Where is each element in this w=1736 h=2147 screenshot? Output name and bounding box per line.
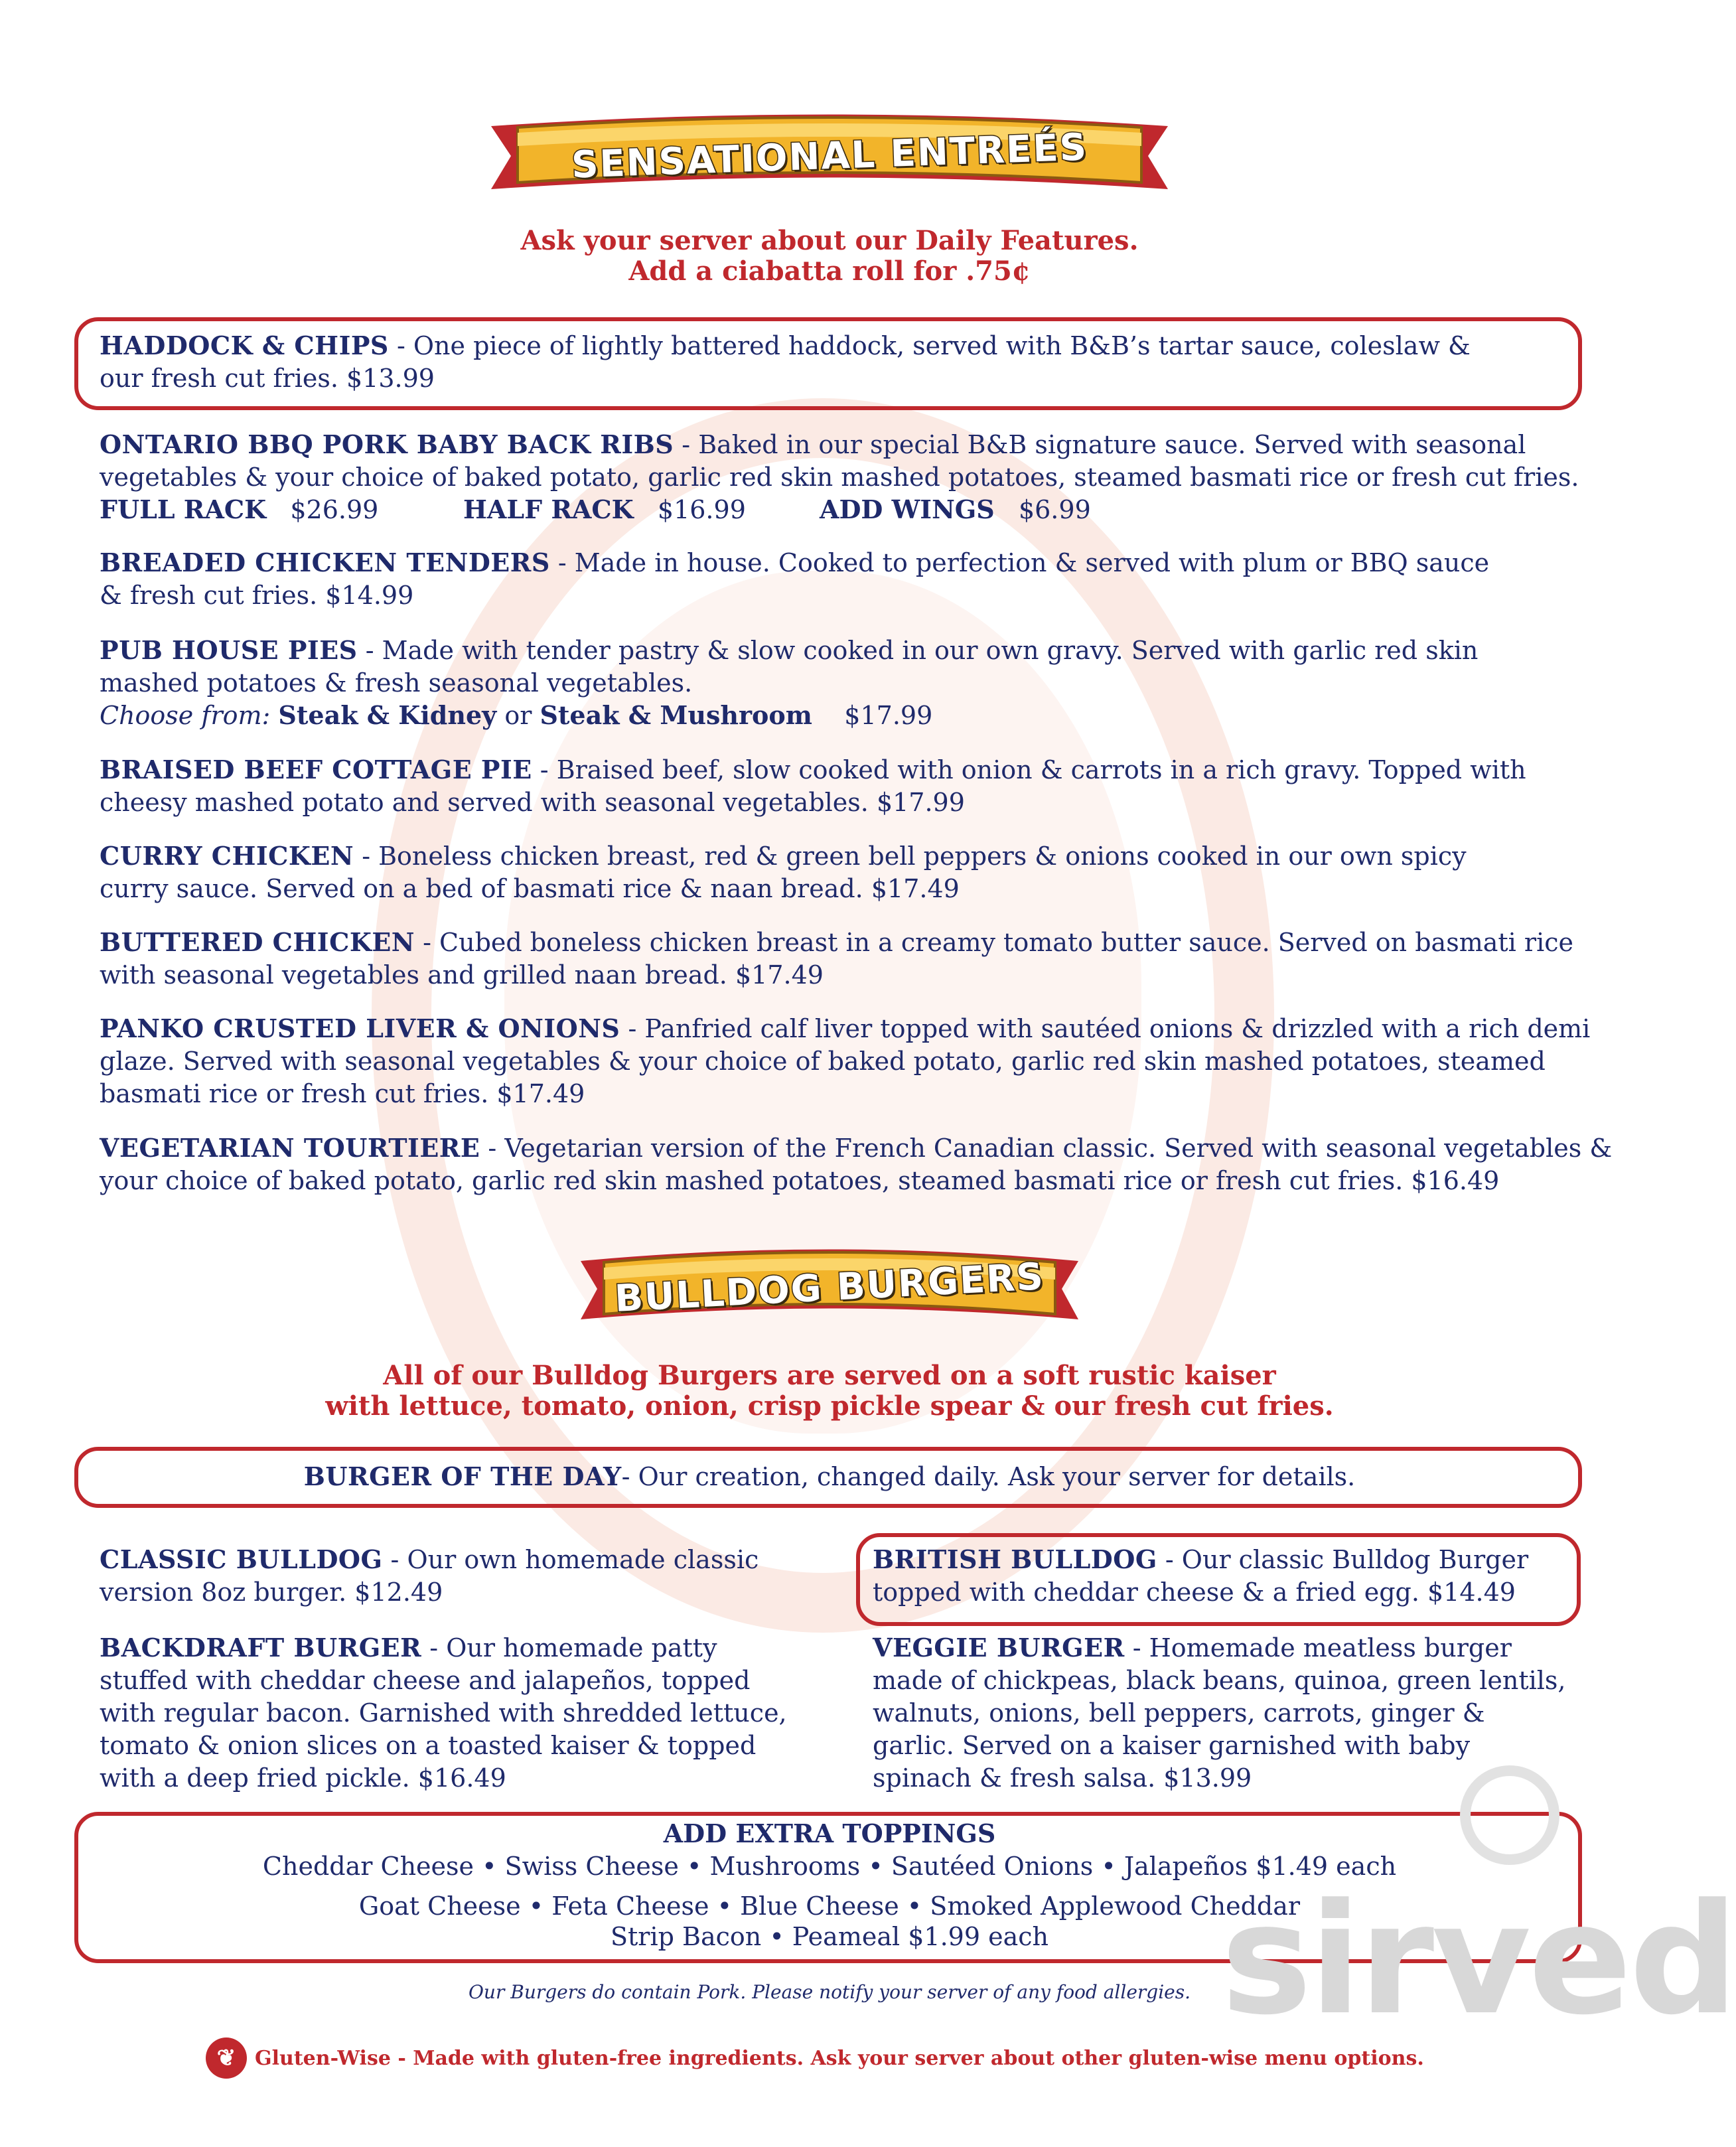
burger-of-the-day: BURGER OF THE DAY- Our creation, changed daily. Ask your server for details. xyxy=(303,1461,1356,1491)
entree-haddock: HADDOCK & CHIPS - One piece of lightly battered haddock, served with B&B’s tartar sauce, coleslaw & our fresh cut fries. $13.99 xyxy=(100,331,1471,393)
entrees-banner-title: SENSATIONAL ENTREÉS xyxy=(571,125,1088,187)
ciabatta-note: Add a ciabatta roll for .75¢ xyxy=(628,256,1031,287)
full-rack-label: FULL RACK xyxy=(100,494,267,524)
gluten-wise-text: Gluten-Wise - Made with gluten-free ingredients. Ask your server about other gluten-wise menu options. xyxy=(255,2046,1424,2070)
burger-british-bulldog: BRITISH BULLDOG - Our classic Bulldog Burger topped with cheddar cheese & a fried egg. $14.49 xyxy=(873,1544,1529,1607)
daily-features-note: Ask your server about our Daily Features. xyxy=(520,225,1139,256)
add-wings-price: $6.99 xyxy=(1018,495,1091,524)
sirved-logo-icon xyxy=(1460,1765,1559,1865)
entree-liver-onions: PANKO CRUSTED LIVER & ONIONS - Panfried calf liver topped with sautéed onions & drizzled with a rich demi glaze. Served with seasonal vegetables & your choice of baked potato, garlic red skin mashed potatoes, steamed basmati rice or fresh cut fries. $17.49 xyxy=(100,1013,1591,1108)
burgers-served-note-1: All of our Bulldog Burgers are served on a soft rustic kaiser xyxy=(383,1360,1276,1391)
entree-buttered-chicken: BUTTERED CHICKEN - Cubed boneless chicken breast in a creamy tomato butter sauce. Served on basmati rice with seasonal vegetables and grilled naan bread. $17.49 xyxy=(100,927,1573,990)
burger-backdraft: BACKDRAFT BURGER - Our homemade patty stuffed with cheddar cheese and jalapeños, topped with regular bacon. Garnished with shredded lettuce, tomato & onion slices on a toasted kaiser & topped with a deep fried pickle. $16.49 xyxy=(100,1633,787,1793)
burger-classic-bulldog: CLASSIC BULLDOG - Our own homemade classic version 8oz burger. $12.49 xyxy=(100,1544,759,1607)
entree-pub-house-pies: PUB HOUSE PIES - Made with tender pastry & slow cooked in our own gravy. Served with garlic red skin mashed potatoes & fresh seasonal vegetables. xyxy=(100,635,1479,698)
toppings-line-2: Goat Cheese • Feta Cheese • Blue Cheese • Smoked Applewood Cheddar xyxy=(358,1891,1301,1921)
entree-cottage-pie: BRAISED BEEF COTTAGE PIE - Braised beef, slow cooked with onion & carrots in a rich gravy. Topped with cheesy mashed potato and served with seasonal vegetables. $17.99 xyxy=(100,755,1526,817)
half-rack-label: HALF RACK xyxy=(463,494,634,524)
entrees-banner xyxy=(478,100,1181,212)
add-wings-label: ADD WINGS xyxy=(820,494,995,524)
pork-allergy-footnote: Our Burgers do contain Pork. Please notify your server of any food allergies. xyxy=(468,1981,1191,2003)
burgers-banner xyxy=(571,1234,1088,1341)
wheat-icon: ❦ xyxy=(206,2037,247,2079)
entree-vegetarian-tourtiere: VEGETARIAN TOURTIERE - Vegetarian version of the French Canadian classic. Served with seasonal vegetables & your choice of baked potato, garlic red skin mashed potatoes, steamed basmati rice or fresh cut fries. $16.49 xyxy=(100,1133,1613,1195)
burger-veggie: VEGGIE BURGER - Homemade meatless burger made of chickpeas, black beans, quinoa, green lentils, walnuts, onions, bell peppers, carrots, ginger & garlic. Served on a kaiser garnished with baby spinach & fresh salsa. $13.99 xyxy=(873,1633,1566,1793)
entree-chicken-tenders: BREADED CHICKEN TENDERS - Made in house. Cooked to perfection & served with plum or BBQ sauce & fresh cut fries. $14.99 xyxy=(100,548,1490,610)
entree-ribs: ONTARIO BBQ PORK BABY BACK RIBS - Baked in our special B&B signature sauce. Served with seasonal vegetables & your choice of baked potato, garlic red skin mashed potatoes, steamed basmati rice or fresh cut fries. xyxy=(100,429,1579,492)
burgers-banner-title: BULLDOG BURGERS xyxy=(613,1254,1046,1321)
entree-curry-chicken: CURRY CHICKEN - Boneless chicken breast, red & green bell peppers & onions cooked in our own spicy curry sauce. Served on a bed of basmati rice & naan bread. $17.49 xyxy=(100,841,1467,903)
ribs-options xyxy=(100,493,1427,526)
pies-choice: Choose from: Steak & Kidney or Steak & Mushroom $17.99 xyxy=(100,700,933,730)
sirved-watermark: sirved xyxy=(1221,1872,1736,2049)
burgers-served-note-2: with lettuce, tomato, onion, crisp pickle spear & our fresh cut fries. xyxy=(325,1390,1334,1422)
toppings-line-1: Cheddar Cheese • Swiss Cheese • Mushrooms • Sautéed Onions • Jalapeños $1.49 each xyxy=(262,1852,1397,1881)
toppings-line-3: Strip Bacon • Peameal $1.99 each xyxy=(611,1922,1049,1951)
full-rack-price: $26.99 xyxy=(290,495,379,524)
toppings-title: ADD EXTRA TOPPINGS xyxy=(663,1818,996,1848)
half-rack-price: $16.99 xyxy=(657,495,746,524)
